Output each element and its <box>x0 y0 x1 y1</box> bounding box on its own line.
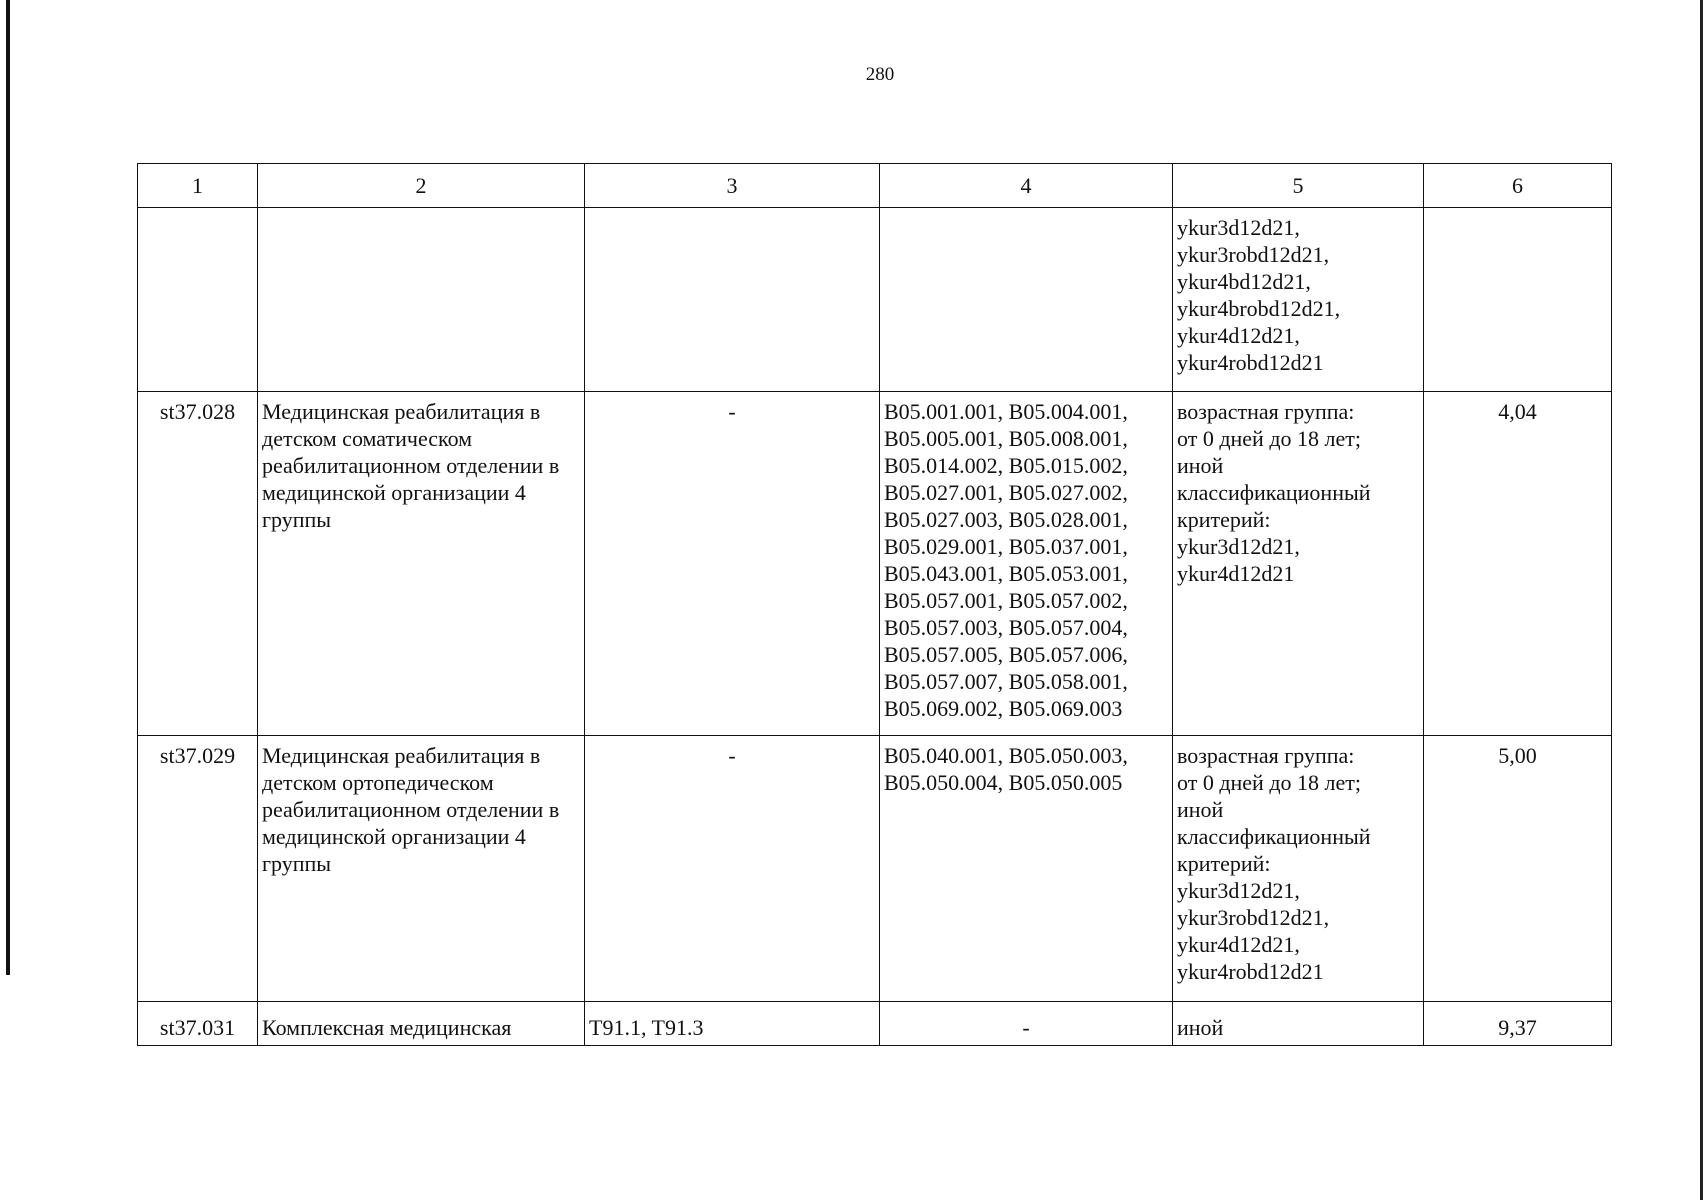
row-coefficient: 5,00 <box>1424 736 1612 1002</box>
row-name <box>258 208 585 392</box>
table-row <box>138 736 1612 1002</box>
row-name: Медицинская реабилитация в детском ортопедическом реабилитационном отделении в медицинской организации 4 группы <box>258 736 585 1002</box>
row-criteria: возрастная группа: от 0 дней до 18 лет; иной классификационный критерий: ykur3d12d21, ykur3robd12d21, ykur4d12d21, ykur4robd12d21 <box>1173 736 1424 1002</box>
row-diagnosis <box>585 208 880 392</box>
page-number: 280 <box>865 64 895 85</box>
row-code <box>138 208 258 392</box>
row-diagnosis: - <box>585 392 880 736</box>
row-criteria: возрастная группа: от 0 дней до 18 лет; иной классификационный критерий: ykur3d12d21, ykur4d12d21 <box>1173 392 1424 736</box>
row-coefficient <box>1424 208 1612 392</box>
column-number-5: 5 <box>1173 164 1424 208</box>
row-name: Комплексная медицинская <box>258 1002 585 1046</box>
column-number-2: 2 <box>258 164 585 208</box>
column-number-3: 3 <box>585 164 880 208</box>
row-services: - <box>880 1002 1173 1046</box>
table-row <box>138 392 1612 736</box>
page-right-edge <box>1700 0 1703 1200</box>
row-services: B05.001.001, B05.004.001, B05.005.001, B05.008.001, B05.014.002, B05.015.002, B05.027.001, B05.027.002, B05.027.003, B05.028.001, B05.029.001, B05.037.001, B05.043.001, B05.053.001, B05.057.001, B05.057.002, B05.057.003, B05.057.004, B05.057.005, B05.057.006, B05.057.007, B05.058.001, B05.069.002, B05.069.003 <box>880 392 1173 736</box>
page-left-edge <box>6 0 10 975</box>
row-code: st37.028 <box>138 392 258 736</box>
row-services: B05.040.001, B05.050.003, B05.050.004, B05.050.005 <box>880 736 1173 1002</box>
tariff-table <box>137 163 1612 1046</box>
row-services <box>880 208 1173 392</box>
table-row <box>138 208 1612 392</box>
row-coefficient: 9,37 <box>1424 1002 1612 1046</box>
row-code: st37.031 <box>138 1002 258 1046</box>
row-coefficient: 4,04 <box>1424 392 1612 736</box>
row-name: Медицинская реабилитация в детском соматическом реабилитационном отделении в медицинской организации 4 группы <box>258 392 585 736</box>
column-number-6: 6 <box>1424 164 1612 208</box>
row-diagnosis: - <box>585 736 880 1002</box>
row-code: st37.029 <box>138 736 258 1002</box>
row-criteria: ykur3d12d21, ykur3robd12d21, ykur4bd12d21, ykur4brobd12d21, ykur4d12d21, ykur4robd12d21 <box>1173 208 1424 392</box>
row-criteria: иной <box>1173 1002 1424 1046</box>
column-number-1: 1 <box>138 164 258 208</box>
column-number-row <box>138 164 1612 208</box>
column-number-4: 4 <box>880 164 1173 208</box>
table-row <box>138 1002 1612 1046</box>
row-diagnosis: T91.1, T91.3 <box>585 1002 880 1046</box>
